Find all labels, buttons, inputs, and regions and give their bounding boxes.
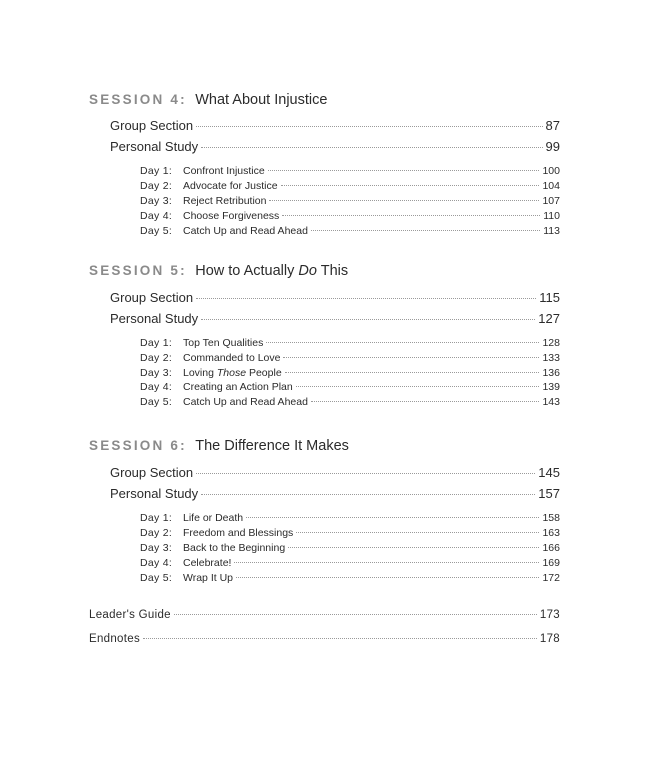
leader-dots	[201, 147, 542, 148]
day-label: Day 5:	[140, 572, 173, 584]
title-emphasis: Those	[216, 367, 247, 379]
leader-dots	[143, 638, 537, 639]
day-label: Day 4:	[140, 381, 173, 393]
personal-study-label: Personal Study	[110, 139, 199, 154]
leader-dots	[296, 532, 539, 533]
day-label: Day 4:	[140, 557, 173, 569]
page-number: 163	[542, 527, 560, 539]
leaders-guide-label: Leader's Guide	[89, 609, 171, 621]
page-number: 99	[545, 139, 560, 154]
day-title: Wrap It Up	[183, 572, 233, 584]
day-title: Life or Death	[183, 512, 244, 524]
page-number: 127	[538, 311, 560, 326]
session-6-day-2	[140, 527, 560, 539]
group-section-label: Group Section	[110, 290, 194, 305]
group-section-label: Group Section	[110, 465, 194, 480]
session-5-heading	[89, 262, 348, 280]
leader-dots	[196, 126, 542, 127]
page-number: 113	[543, 225, 560, 237]
day-label: Day 2:	[140, 352, 173, 364]
leader-dots	[285, 372, 540, 373]
leader-dots	[311, 401, 540, 402]
page-number: 145	[538, 465, 560, 480]
session-5-title	[195, 263, 348, 279]
leader-dots	[201, 494, 535, 495]
leader-dots	[268, 170, 540, 171]
day-title: Advocate for Justice	[183, 180, 278, 192]
day-label: Day 1:	[140, 337, 173, 349]
title-text: How to Actually	[195, 263, 299, 279]
session-6-day-4	[140, 557, 560, 569]
session-5-personal-row	[110, 311, 560, 326]
session-5-day-2	[140, 352, 560, 364]
page-number: 158	[542, 512, 560, 524]
page-number: 104	[542, 180, 560, 192]
title-text: People	[246, 367, 282, 379]
page-number: 115	[539, 290, 560, 305]
endnotes-row	[89, 633, 560, 645]
day-title: Catch Up and Read Ahead	[183, 396, 308, 408]
leader-dots	[196, 473, 535, 474]
session-4-heading	[89, 91, 327, 109]
day-title: Choose Forgiveness	[183, 210, 280, 222]
page-number: 169	[542, 557, 560, 569]
day-label: Day 2:	[140, 180, 173, 192]
day-label: Day 3:	[140, 542, 173, 554]
leader-dots	[282, 215, 540, 216]
day-label: Day 3:	[140, 367, 173, 379]
day-label: Day 5:	[140, 225, 173, 237]
leader-dots	[266, 342, 539, 343]
leader-dots	[196, 298, 536, 299]
session-6-personal-row	[110, 486, 560, 501]
page-number: 128	[542, 337, 560, 349]
leaders-guide-row	[89, 609, 560, 621]
leader-dots	[201, 319, 535, 320]
day-title: Catch Up and Read Ahead	[183, 225, 308, 237]
day-label: Day 2:	[140, 527, 173, 539]
session-4-label: SESSION 4:	[89, 92, 187, 107]
session-4-title: What About Injustice	[195, 92, 328, 108]
day-title	[183, 367, 282, 379]
leader-dots	[283, 357, 539, 358]
leader-dots	[246, 517, 539, 518]
day-label: Day 5:	[140, 396, 173, 408]
title-emphasis: Do	[298, 263, 317, 279]
session-6-day-5	[140, 572, 560, 584]
leader-dots	[269, 200, 539, 201]
session-6-group-row	[110, 465, 560, 480]
session-6-title: The Difference It Makes	[195, 438, 349, 454]
leader-dots	[236, 577, 539, 578]
leader-dots	[234, 562, 539, 563]
day-title: Freedom and Blessings	[183, 527, 294, 539]
session-4-day-1	[140, 165, 560, 177]
session-5-day-4	[140, 381, 560, 393]
leader-dots	[288, 547, 539, 548]
leader-dots	[311, 230, 540, 231]
day-label: Day 1:	[140, 165, 173, 177]
page-number: 157	[538, 486, 560, 501]
leader-dots	[174, 614, 537, 615]
session-6-day-1	[140, 512, 560, 524]
session-4-day-4	[140, 210, 560, 222]
page-number: 139	[542, 381, 560, 393]
day-title: Celebrate!	[183, 557, 232, 569]
session-5-day-5	[140, 396, 560, 408]
title-text: This	[316, 263, 349, 279]
page-number: 107	[542, 195, 560, 207]
group-section-label: Group Section	[110, 118, 194, 133]
leader-dots	[281, 185, 540, 186]
session-5-day-1	[140, 337, 560, 349]
leader-dots	[296, 386, 540, 387]
day-title: Commanded to Love	[183, 352, 281, 364]
page-number: 166	[542, 542, 560, 554]
page-number: 87	[545, 118, 560, 133]
page-number: 133	[542, 352, 560, 364]
day-label: Day 1:	[140, 512, 173, 524]
day-label: Day 3:	[140, 195, 173, 207]
page-number: 178	[539, 633, 560, 645]
session-6-day-3	[140, 542, 560, 554]
session-4-group-row	[110, 118, 560, 133]
page-number: 100	[542, 165, 560, 177]
session-5-label: SESSION 5:	[89, 263, 187, 278]
day-title: Confront Injustice	[183, 165, 265, 177]
session-6-heading	[89, 437, 349, 455]
session-4-day-2	[140, 180, 560, 192]
day-title: Back to the Beginning	[183, 542, 286, 554]
endnotes-label: Endnotes	[89, 633, 140, 645]
title-text: Loving	[183, 367, 217, 379]
session-4-personal-row	[110, 139, 560, 154]
personal-study-label: Personal Study	[110, 486, 199, 501]
day-title: Reject Retribution	[183, 195, 267, 207]
page-number: 110	[543, 210, 560, 222]
page-number: 136	[542, 367, 560, 379]
session-5-group-row	[110, 290, 560, 305]
page-number: 143	[542, 396, 560, 408]
day-title: Top Ten Qualities	[183, 337, 264, 349]
day-title: Creating an Action Plan	[183, 381, 293, 393]
page-number: 173	[539, 609, 560, 621]
session-4-day-3	[140, 195, 560, 207]
session-6-label: SESSION 6:	[89, 438, 187, 453]
session-5-day-3	[140, 367, 560, 379]
day-label: Day 4:	[140, 210, 173, 222]
session-4-day-5	[140, 225, 560, 237]
page-number: 172	[542, 572, 560, 584]
personal-study-label: Personal Study	[110, 311, 199, 326]
